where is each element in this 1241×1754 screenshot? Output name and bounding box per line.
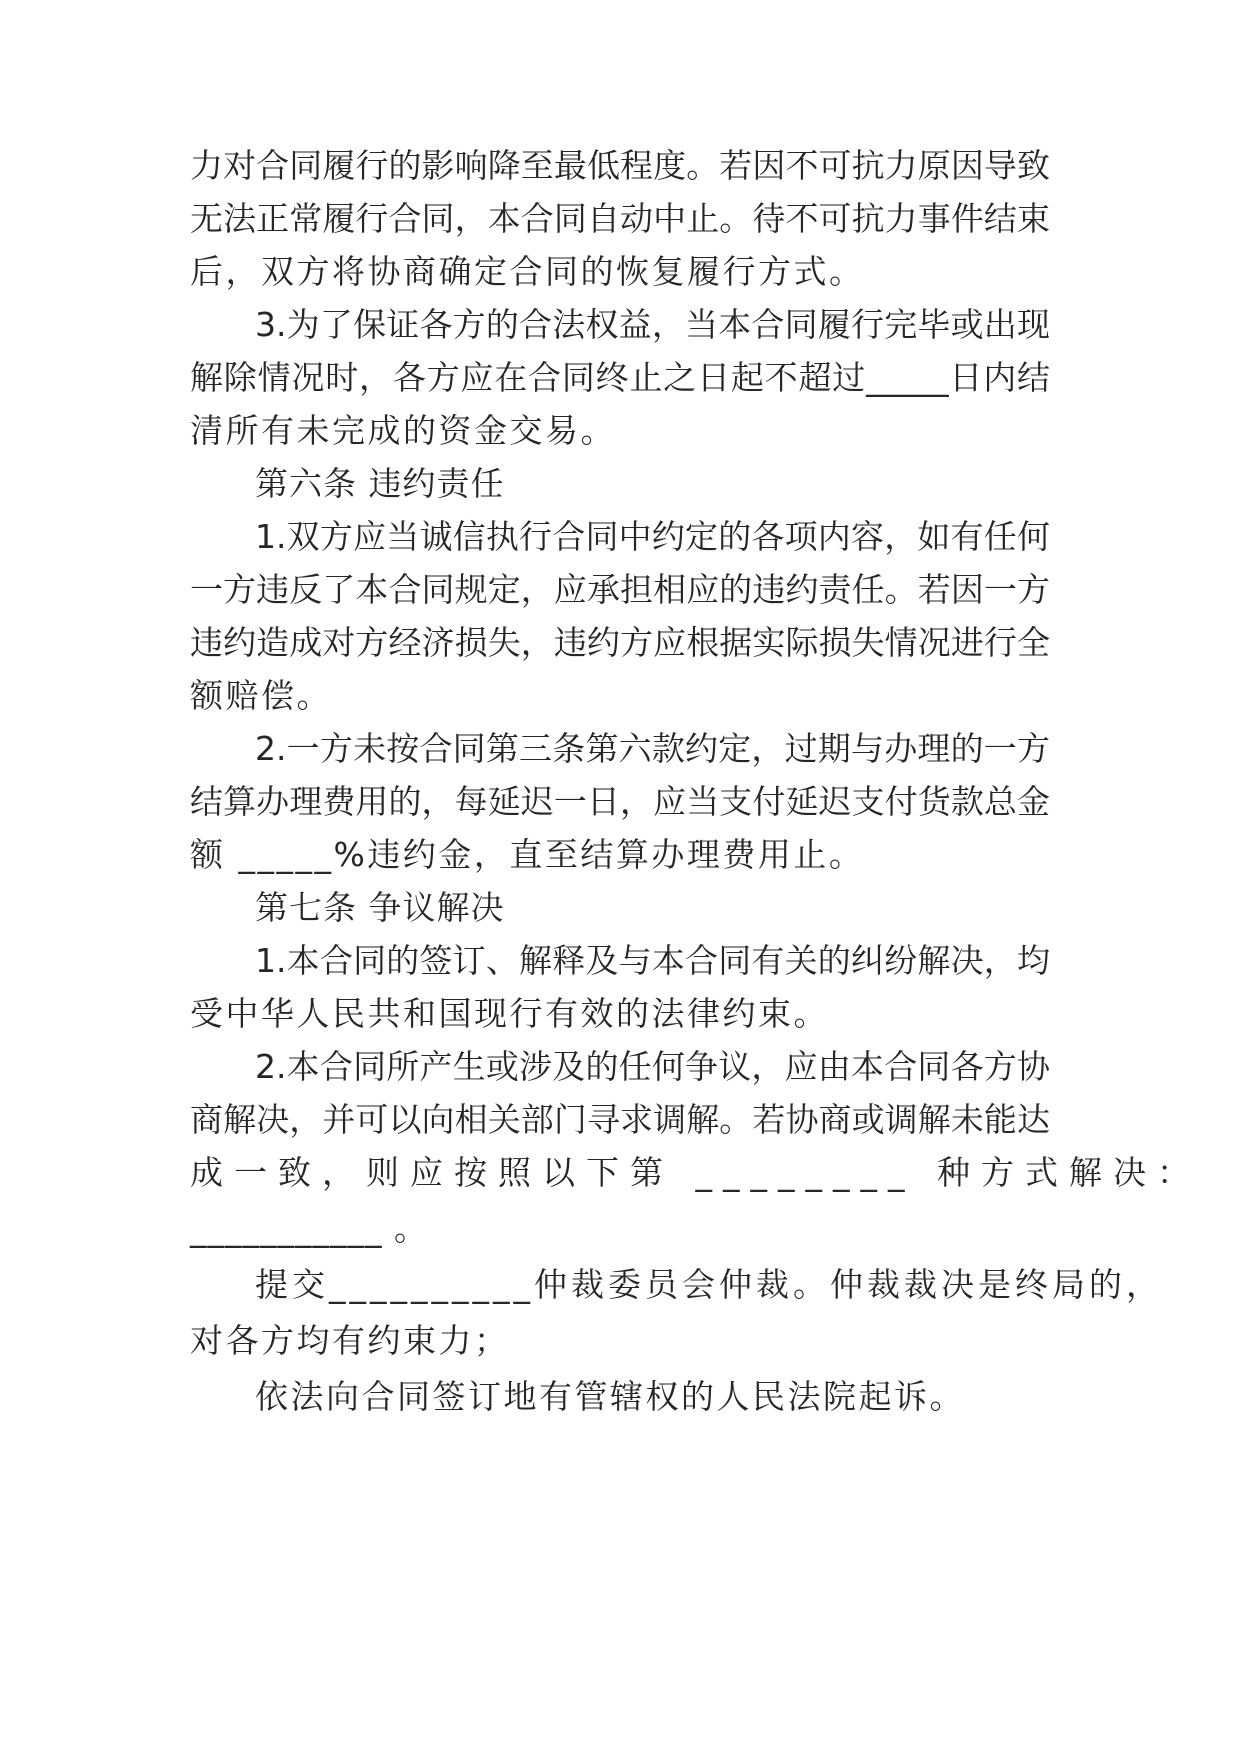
text-line: 清所有未完成的资金交易。 bbox=[190, 411, 616, 450]
text-line: 一方违反了本合同规定，应承担相应的违约责任。若因一方 bbox=[190, 570, 1050, 609]
text-line: 后，双方将协商确定合同的恢复履行方式。 bbox=[190, 252, 865, 291]
text-line: 违约造成对方经济损失，违约方应根据实际损失情况进行全 bbox=[190, 623, 1050, 662]
text-line: 3.为了保证各方的合法权益，当本合同履行完毕或出现 bbox=[255, 305, 1050, 344]
text-line: ___________ 。 bbox=[190, 1209, 428, 1248]
text-line: 结算办理费用的，每延迟一日，应当支付延迟支付货款总金 bbox=[190, 782, 1050, 821]
text-line: 受中华人民共和国现行有效的法律约束。 bbox=[190, 994, 829, 1033]
text-line: 额赔偿。 bbox=[190, 676, 332, 715]
text-line: 力对合同履行的影响降至最低程度。若因不可抗力原因导致 bbox=[190, 146, 1050, 185]
text-line: 成一致，则应按照以下第 ________ 种方式解决： bbox=[190, 1153, 1201, 1192]
text-line: 解除情况时，各方应在合同终止之日起不超过_____日内结 bbox=[190, 358, 1050, 397]
text-line: 无法正常履行合同，本合同自动中止。待不可抗力事件结束 bbox=[190, 199, 1050, 238]
text-line: 商解决，并可以向相关部门寻求调解。若协商或调解未能达 bbox=[190, 1100, 1050, 1139]
text-line: 1.双方应当诚信执行合同中约定的各项内容，如有任何 bbox=[255, 517, 1050, 556]
text-line: 提交__________仲裁委员会仲裁。仲裁裁决是终局的， bbox=[255, 1265, 1163, 1304]
section-heading: 第六条 违约责任 bbox=[255, 464, 505, 503]
text-line: 1.本合同的签订、解释及与本合同有关的纠纷解决，均 bbox=[255, 941, 1050, 980]
text-line: 对各方均有约束力； bbox=[190, 1321, 510, 1360]
text-line: 额 _____%违约金，直至结算办理费用止。 bbox=[190, 835, 865, 874]
section-heading: 第七条 争议解决 bbox=[255, 888, 505, 927]
text-line: 2.本合同所产生或涉及的任何争议，应由本合同各方协 bbox=[255, 1047, 1050, 1086]
text-line: 依法向合同签订地有管辖权的人民法院起诉。 bbox=[255, 1377, 965, 1416]
text-line: 2.一方未按合同第三条第六款约定，过期与办理的一方 bbox=[255, 729, 1050, 768]
